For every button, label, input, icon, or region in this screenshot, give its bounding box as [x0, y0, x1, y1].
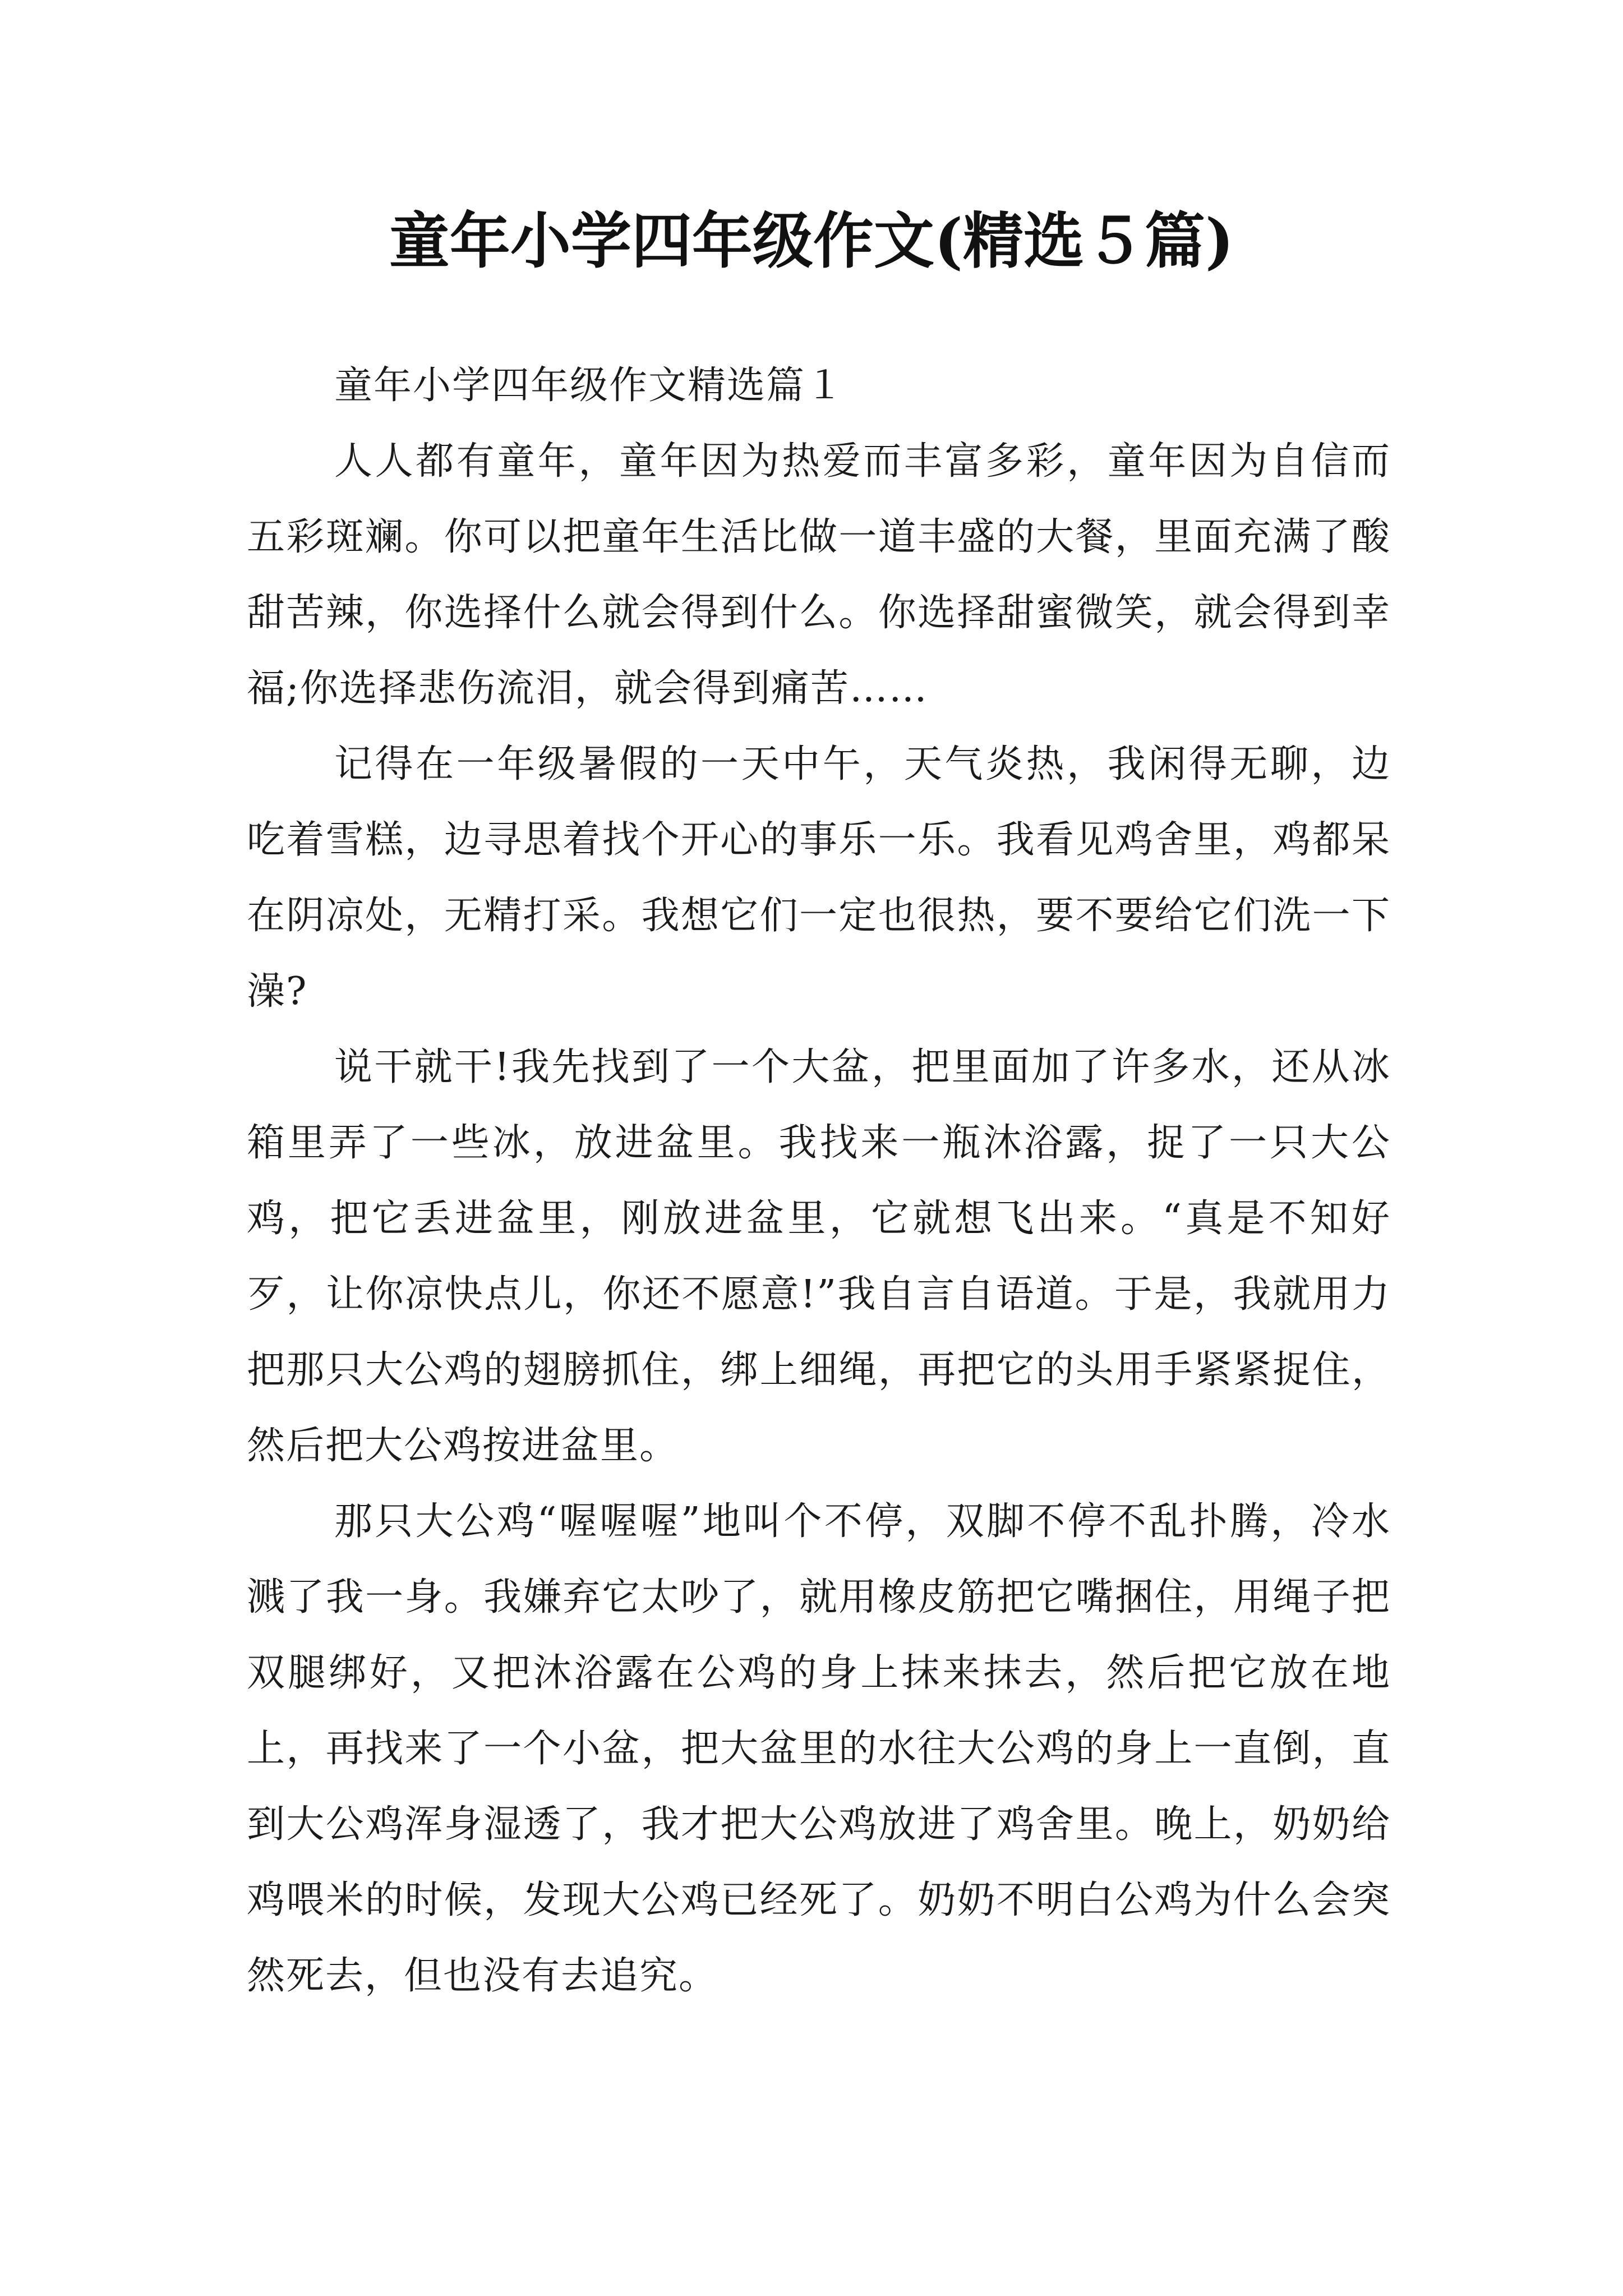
section-heading: 童年小学四年级作文精选篇１ [334, 364, 845, 408]
paragraph-4: 那只大公鸡“喔喔喔”地叫个不停，双脚不停不乱扑腾，冷水溅了我一身。我嫌弃它太吵了，就用橡皮筋把它嘴捆住，用绳子把双腿绑好，又把沐浴露在公鸡的身上抹来抹去，然后把它放在地上，再找来了一个小盆，把大盆里的水往大公鸡的身上一直倒，直到大公鸡浑身湿透了，我才把大公鸡放进了鸡舍里。晚上，奶奶给鸡喂米的时候，发现大公鸡已经死了。奶奶不明白公鸡为什么会突然死去，但也没有去追究。 [247, 1499, 1391, 1998]
paragraph-3: 说干就干!我先找到了一个大盆，把里面加了许多水，还从冰箱里弄了一些冰，放进盆里。我找来一瓶沐浴露，捉了一只大公鸡，把它丢进盆里，刚放进盆里，它就想飞出来。“真是不知好歹，让你凉快点儿，你还不愿意!”我自言自语道。于是，我就用力把那只大公鸡的翅膀抓住，绑上细绳，再把它的头用手紧紧捉住，然后把大公鸡按进盆里。 [247, 1045, 1391, 1468]
paragraph-2: 记得在一年级暑假的一天中午，天气炎热，我闲得无聊，边吃着雪糕，边寻思着找个开心的事乐一乐。我看见鸡舍里，鸡都呆在阴凉处，无精打采。我想它们一定也很热，要不要给它们洗一下澡? [247, 742, 1391, 1014]
document-title: 童年小学四年级作文(精选５篇) [389, 206, 1234, 277]
document-body [247, 348, 1391, 2014]
paragraph-1: 人人都有童年，童年因为热爱而丰富多彩，童年因为自信而五彩斑斓。你可以把童年生活比做一道丰盛的大餐，里面充满了酸甜苦辣，你选择什么就会得到什么。你选择甜蜜微笑，就会得到幸福;你选择悲伤流泪，就会得到痛苦…… [247, 439, 1391, 711]
